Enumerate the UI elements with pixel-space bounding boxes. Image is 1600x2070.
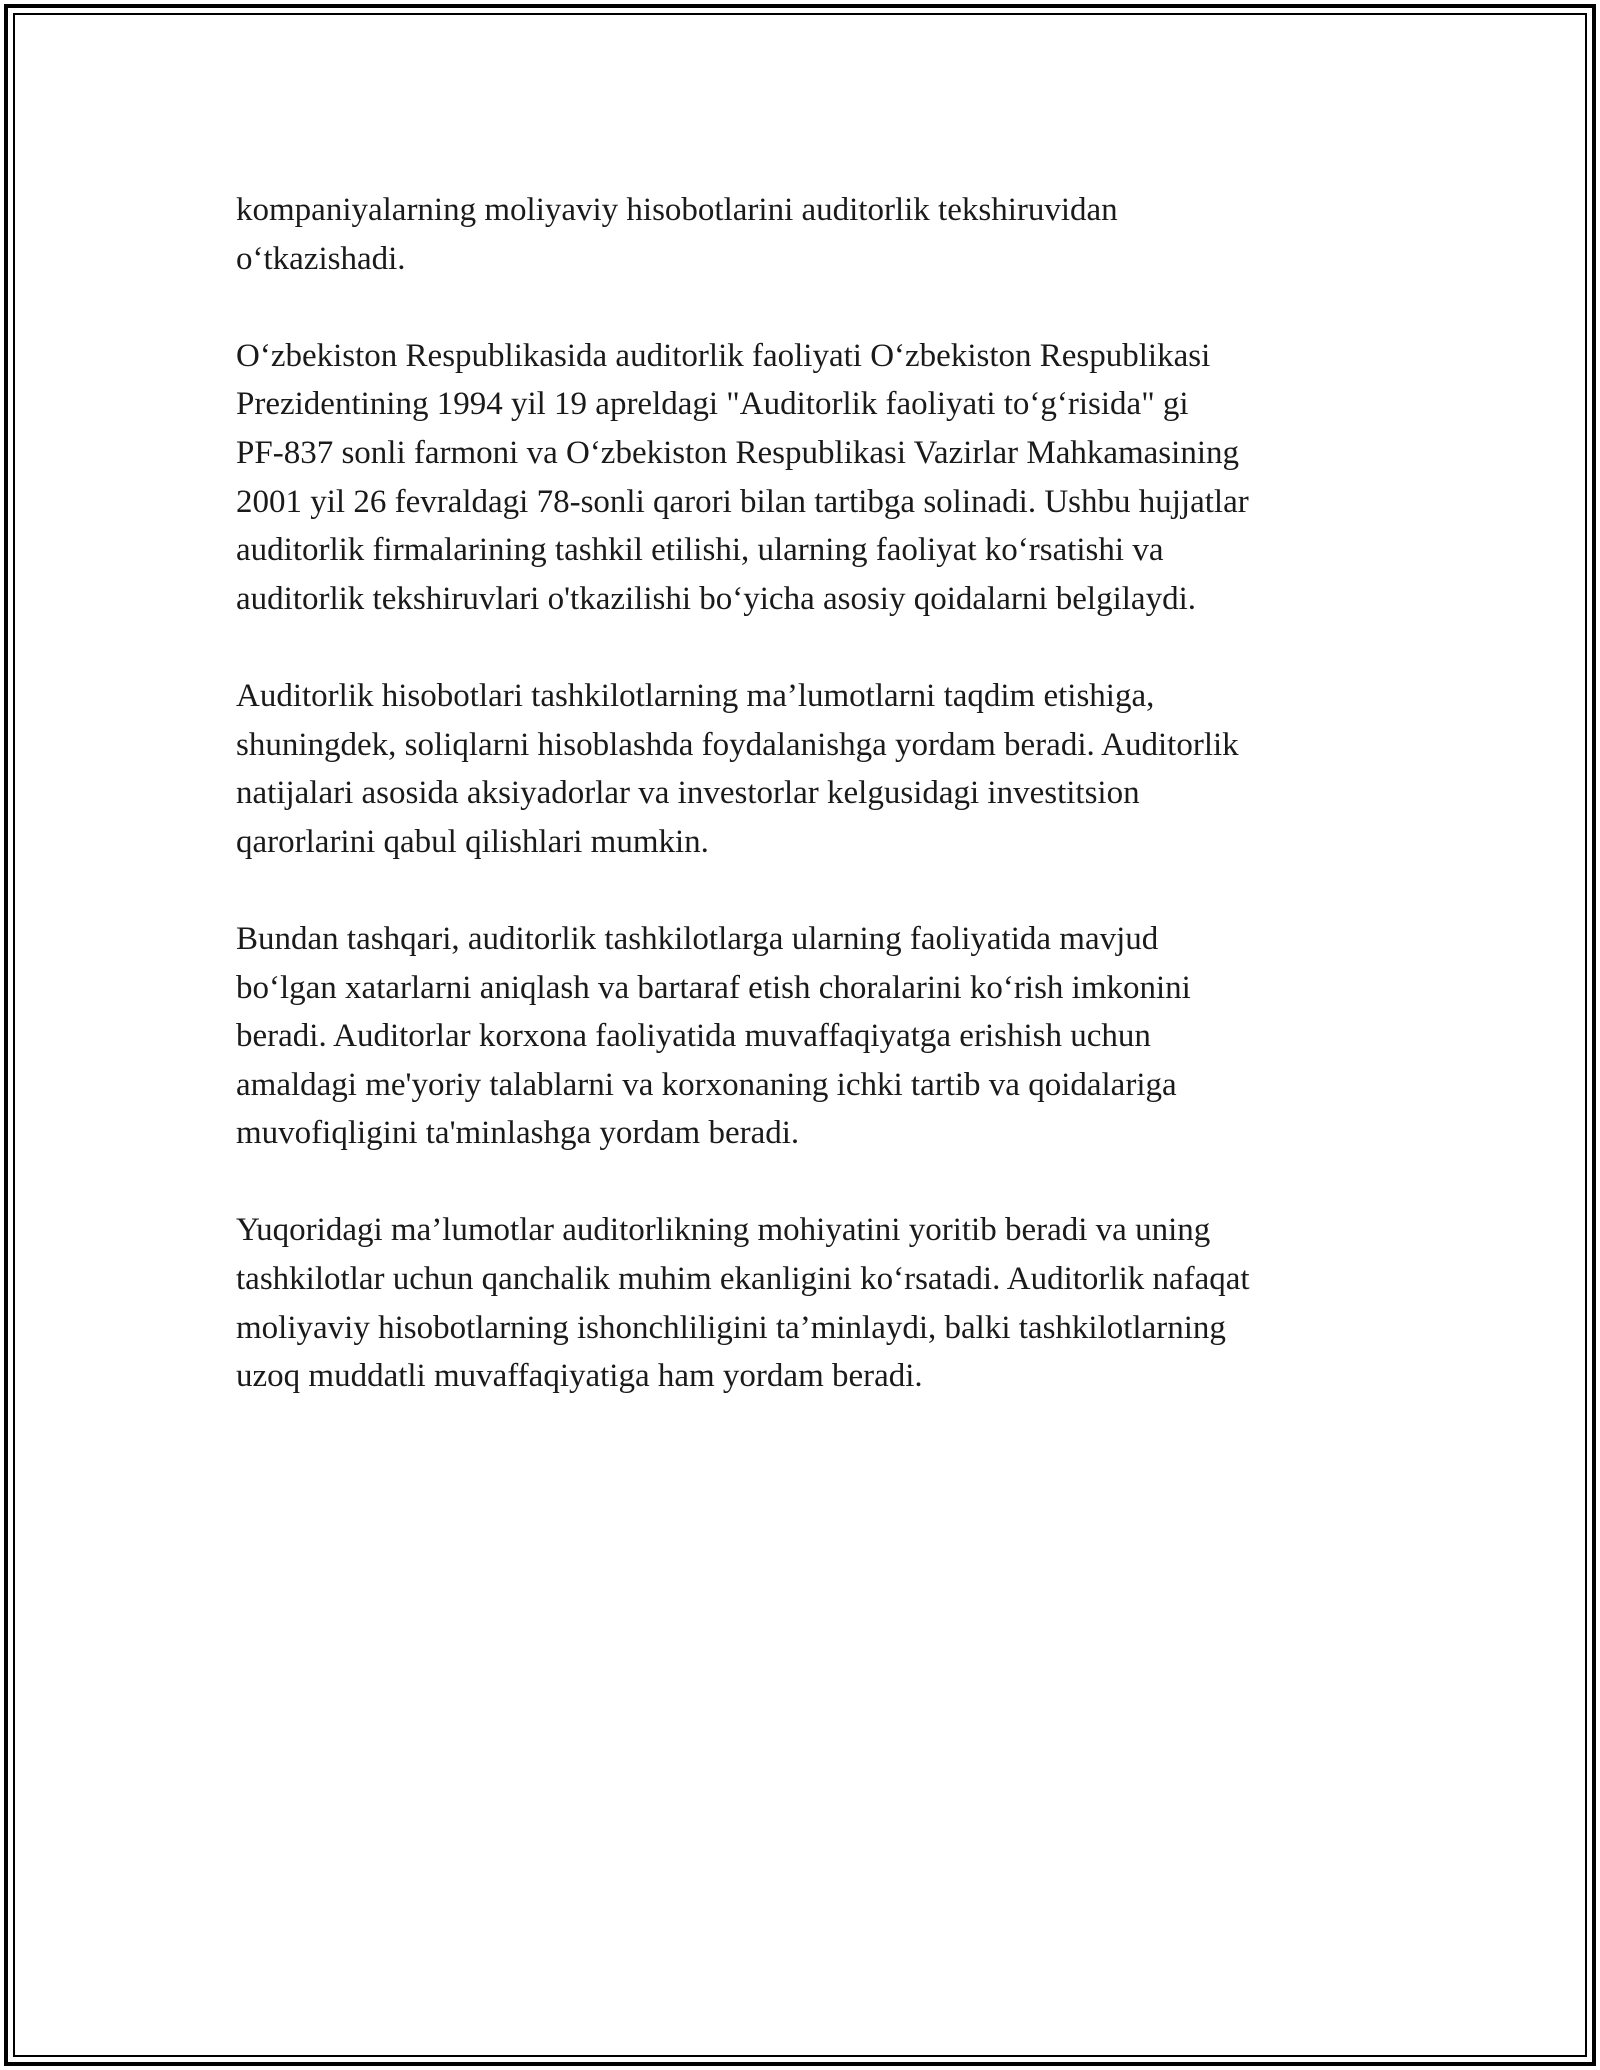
- paragraph-5: Yuqoridagi ma’lumotlar auditorlikning mohiyatini yoritib beradi va uning tashkilotlar uchun qanchalik muhim ekanligini ko‘rsatadi. Auditorlik nafaqat moliyaviy hisobotlarning ishonchliligini ta’minlaydi, balki tashkilotlarning uzoq muddatli muvaffaqiyatiga ham yordam beradi.: [236, 1212, 1250, 1395]
- paragraph-1: kompaniyalarning moliyaviy hisobotlarini auditorlik tekshiruvidan o‘tkazishadi.: [236, 192, 1118, 277]
- paragraph-4: Bundan tashqari, auditorlik tashkilotlarga ularning faoliyatida mavjud bo‘lgan xatarlarni aniqlash va bartaraf etish choralarini ko‘rish imkonini beradi. Auditorlar korxona faoliyatida muvaffaqiyatga erishish uchun amaldagi me'yoriy talablarni va korxonaning ichki tartib va qoidalariga muvofiqligini ta'minlashga yordam beradi.: [236, 920, 1191, 1152]
- paragraph-3: Auditorlik hisobotlari tashkilotlarning ma’lumotlarni taqdim etishiga, shuningdek, soliqlarni hisoblashda foydalanishga yordam beradi. Auditorlik natijalari asosida aksiyadorlar va investorlar kelgusidagi investitsion qarorlarini qabul qilishlari mumkin.: [236, 677, 1239, 860]
- paragraph-2: O‘zbekiston Respublikasida auditorlik faoliyati O‘zbekiston Respublikasi Prezidentining 1994 yil 19 apreldagi "Auditorlik faoliyati to‘g‘risida" gi PF-837 sonli farmoni va O‘zbekiston Respublikasi Vazirlar Mahkamasining 2001 yil 26 fevraldagi 78-sonli qarori bilan tartibga solinadi. Ushbu hujjatlar auditorlik firmalarining tashkil etilishi, ularning faoliyat ko‘rsatishi va auditorlik tekshiruvlari o'tkazilishi bo‘yicha asosiy qoidalarni belgilaydi.: [236, 337, 1249, 617]
- document-body: [236, 186, 1376, 1449]
